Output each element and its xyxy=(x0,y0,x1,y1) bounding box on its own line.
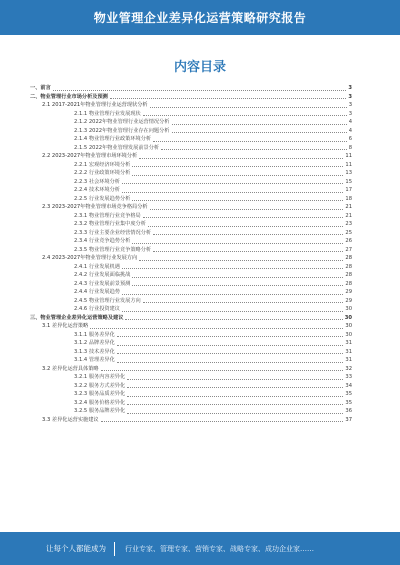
toc-leader-dots xyxy=(117,345,344,346)
toc-entry-label: 2.1.1 物业管理行业发展现状 xyxy=(74,110,141,117)
toc-entry[interactable] xyxy=(30,407,352,416)
toc-entry-page: 27 xyxy=(345,246,352,253)
toc-entry-page: 26 xyxy=(345,238,352,244)
toc-entry-page: 35 xyxy=(345,391,352,397)
toc-entry-page: 11 xyxy=(345,153,352,159)
table-of-contents xyxy=(30,84,352,424)
toc-entry-label: 2.2 2023-2027年物业管理市场环境分析 xyxy=(42,153,138,159)
toc-leader-dots xyxy=(117,336,344,337)
toc-leader-dots xyxy=(101,421,344,422)
toc-leader-dots xyxy=(101,370,344,371)
toc-leader-dots xyxy=(132,200,343,201)
toc-leader-dots xyxy=(132,243,343,244)
toc-entry-page: 31 xyxy=(345,340,352,346)
toc-entry[interactable] xyxy=(30,135,352,144)
toc-entry-page: 30 xyxy=(344,314,352,321)
toc-entry-page: 29 xyxy=(345,289,352,295)
toc-entry-label: 2.3.4 行业竞争趋势分析 xyxy=(74,238,131,244)
toc-entry-label: 2.4.4 行业发展趋势 xyxy=(74,289,120,295)
toc-leader-dots xyxy=(139,260,343,261)
toc-leader-dots xyxy=(148,226,343,227)
toc-entry-label: 2.2.4 技术环境分析 xyxy=(74,187,120,193)
toc-entry[interactable] xyxy=(30,263,352,272)
toc-entry-label: 3.2.4 服务价格差异化 xyxy=(74,399,126,406)
toc-leader-dots xyxy=(125,319,342,320)
toc-entry[interactable] xyxy=(30,220,352,229)
toc-entry-label: 3.2 差异化运营具体策略 xyxy=(42,365,99,372)
toc-entry[interactable] xyxy=(30,297,352,306)
toc-entry-label: 3.2.1 服务内容差异化 xyxy=(74,374,126,380)
toc-leader-dots xyxy=(122,192,343,193)
toc-entry-page: 3 xyxy=(348,110,352,117)
toc-leader-dots xyxy=(110,98,347,99)
toc-entry-page: 28 xyxy=(345,263,352,270)
toc-entry[interactable] xyxy=(30,280,352,289)
toc-entry[interactable] xyxy=(30,288,352,297)
toc-entry-page: 32 xyxy=(345,365,352,372)
toc-leader-dots xyxy=(117,362,344,363)
toc-entry[interactable] xyxy=(30,356,352,365)
toc-entry-label: 三、物业管理企业差异化运营策略及建议 xyxy=(30,314,124,321)
toc-entry-label: 3.2.3 服务品质差异化 xyxy=(74,391,126,397)
toc-entry[interactable] xyxy=(30,186,352,195)
toc-entry-page: 18 xyxy=(345,195,352,202)
toc-entry-label: 2.1.5 2022年物业管理发展前景分析 xyxy=(74,144,160,151)
toc-leader-dots xyxy=(117,353,344,354)
toc-leader-dots xyxy=(153,234,343,235)
toc-entry-page: 37 xyxy=(345,416,352,423)
toc-entry[interactable] xyxy=(30,212,352,221)
toc-entry[interactable] xyxy=(30,237,352,246)
toc-entry-page: 30 xyxy=(345,306,352,312)
toc-leader-dots xyxy=(122,294,343,295)
toc-entry[interactable] xyxy=(30,314,352,323)
toc-entry-page: 8 xyxy=(348,144,352,151)
toc-entry-label: 2.4.3 行业发展前景预测 xyxy=(74,280,131,287)
toc-leader-dots xyxy=(122,183,343,184)
toc-leader-dots xyxy=(127,396,343,397)
toc-entry-page: 29 xyxy=(345,297,352,304)
toc-leader-dots xyxy=(132,277,343,278)
toc-entry-page: 34 xyxy=(345,382,352,389)
toc-entry-label: 2.3.2 物业管理行业集中度分析 xyxy=(74,221,146,227)
toc-entry-label: 2.4.1 行业发展机遇 xyxy=(74,263,120,270)
toc-entry-label: 2.4.5 物业管理行业发展方向 xyxy=(74,297,141,304)
toc-leader-dots xyxy=(122,268,343,269)
toc-entry-page: 15 xyxy=(345,178,352,185)
toc-entry[interactable] xyxy=(30,365,352,374)
toc-leader-dots xyxy=(150,209,344,210)
toc-entry[interactable] xyxy=(30,322,352,331)
footer-bar xyxy=(0,532,400,565)
toc-leader-dots xyxy=(150,107,347,108)
toc-entry[interactable] xyxy=(30,110,352,119)
toc-leader-dots xyxy=(153,251,343,252)
toc-entry[interactable] xyxy=(30,169,352,178)
toc-entry-page: 31 xyxy=(345,357,352,363)
toc-leader-dots xyxy=(53,90,347,91)
toc-entry-page: 4 xyxy=(348,119,352,125)
toc-entry-page: 6 xyxy=(348,136,352,142)
toc-leader-dots xyxy=(132,175,343,176)
toc-entry[interactable] xyxy=(30,127,352,136)
toc-entry-label: 一、前言 xyxy=(30,85,51,91)
toc-entry-page: 11 xyxy=(345,161,352,168)
toc-entry-page: 21 xyxy=(345,212,352,219)
toc-entry[interactable] xyxy=(30,339,352,348)
toc-entry[interactable] xyxy=(30,331,352,340)
toc-entry-label: 2.4.2 行业发展面临挑战 xyxy=(74,272,131,278)
footer-roles: 行业专家、管理专家、营销专家、战略专家、成功企业家…… xyxy=(125,544,314,553)
footer-divider xyxy=(114,542,115,556)
toc-entry-label: 二、物业管理行业市场分析及预测 xyxy=(30,93,108,100)
toc-entry-label: 2.2.2 行业政策环境分析 xyxy=(74,170,131,176)
toc-leader-dots xyxy=(132,166,343,167)
toc-entry-label: 3.2.5 服务品牌差异化 xyxy=(74,408,126,414)
toc-entry-label: 2.1.3 2022年物业管理行业存在问题分析 xyxy=(74,127,170,134)
toc-leader-dots xyxy=(143,217,344,218)
toc-entry[interactable] xyxy=(30,178,352,187)
toc-entry[interactable] xyxy=(30,416,352,425)
toc-entry-page: 17 xyxy=(345,187,352,193)
toc-entry[interactable] xyxy=(30,373,352,382)
toc-entry-label: 2.3.5 物业管理行业竞争策略分析 xyxy=(74,246,152,253)
toc-leader-dots xyxy=(172,132,347,133)
toc-entry-page: 31 xyxy=(345,348,352,355)
toc-entry-page: 30 xyxy=(345,323,352,329)
toc-entry-page: 28 xyxy=(345,255,352,261)
toc-leader-dots xyxy=(153,141,347,142)
toc-entry-label: 2.2.1 宏观经济环境分析 xyxy=(74,161,131,168)
toc-entry-label: 2.3 2023-2027年物业管理市场竞争格局分析 xyxy=(42,204,148,210)
toc-entry-page: 3 xyxy=(348,93,352,100)
toc-entry-page: 30 xyxy=(345,331,352,338)
footer-slogan: 让每个人都能成为 xyxy=(46,544,106,553)
toc-entry-page: 28 xyxy=(345,280,352,287)
toc-entry-label: 2.1.4 物业管理行业政策环境分析 xyxy=(74,136,152,142)
toc-entry[interactable] xyxy=(30,382,352,391)
toc-entry[interactable] xyxy=(30,195,352,204)
toc-entry-page: 28 xyxy=(345,272,352,278)
toc-leader-dots xyxy=(90,328,343,329)
toc-entry-label: 2.2.5 行业发展趋势分析 xyxy=(74,195,131,202)
toc-entry-label: 3.1 差异化运营策略 xyxy=(42,323,89,329)
toc-entry[interactable] xyxy=(30,161,352,170)
toc-entry-label: 3.1.2 品牌差异化 xyxy=(74,340,115,346)
toc-entry[interactable] xyxy=(30,390,352,399)
toc-entry-page: 36 xyxy=(345,408,352,414)
toc-entry-label: 2.3.1 物业管理行业竞争格局 xyxy=(74,212,141,219)
toc-entry[interactable] xyxy=(30,144,352,153)
toc-entry-label: 3.1.3 技术差异化 xyxy=(74,348,115,355)
toc-entry-page: 3 xyxy=(348,102,352,108)
toc-leader-dots xyxy=(143,302,344,303)
toc-entry[interactable] xyxy=(30,93,352,102)
toc-heading: 内容目录 xyxy=(173,60,226,75)
toc-entry-label: 2.4 2023-2027年物业管理行业发展方向 xyxy=(42,255,138,261)
toc-entry-page: 21 xyxy=(345,204,352,210)
toc-entry[interactable] xyxy=(30,271,352,280)
toc-entry-label: 2.3.3 行业主要企业经营情况分析 xyxy=(74,229,152,236)
toc-entry[interactable] xyxy=(30,246,352,255)
toc-entry-label: 2.2.3 社会环境分析 xyxy=(74,178,120,185)
toc-leader-dots xyxy=(127,413,343,414)
toc-leader-dots xyxy=(161,149,347,150)
toc-entry[interactable] xyxy=(30,305,352,314)
report-title: 物业管理企业差异化运营策略研究报告 xyxy=(93,11,307,25)
toc-entry-page: 3 xyxy=(348,85,352,91)
toc-leader-dots xyxy=(172,124,347,125)
toc-entry[interactable] xyxy=(30,254,352,263)
toc-entry-page: 23 xyxy=(345,221,352,227)
toc-entry[interactable] xyxy=(30,101,352,110)
toc-entry[interactable] xyxy=(30,84,352,93)
toc-entry-label: 2.4.6 行业投资建议 xyxy=(74,306,120,312)
header-bar xyxy=(0,0,400,35)
toc-leader-dots xyxy=(127,379,343,380)
toc-leader-dots xyxy=(122,311,343,312)
toc-entry[interactable] xyxy=(30,152,352,161)
toc-entry-page: 35 xyxy=(345,399,352,406)
toc-leader-dots xyxy=(127,404,343,405)
toc-entry-label: 3.2.2 服务方式差异化 xyxy=(74,382,126,389)
toc-entry[interactable] xyxy=(30,203,352,212)
toc-leader-dots xyxy=(127,387,343,388)
toc-leader-dots xyxy=(143,115,347,116)
toc-entry-label: 3.1.1 服务差异化 xyxy=(74,331,115,338)
toc-leader-dots xyxy=(139,158,343,159)
toc-entry-label: 2.1.2 2022年物业管理行业运营情况分析 xyxy=(74,119,170,125)
toc-entry[interactable] xyxy=(30,229,352,238)
toc-entry-label: 2.1 2017-2021年物业管理行业运营现状分析 xyxy=(42,102,148,108)
toc-leader-dots xyxy=(132,285,343,286)
toc-entry-page: 4 xyxy=(348,127,352,134)
toc-entry[interactable] xyxy=(30,399,352,408)
toc-entry-page: 13 xyxy=(345,170,352,176)
toc-entry-page: 33 xyxy=(345,374,352,380)
toc-entry-page: 25 xyxy=(345,229,352,236)
toc-entry[interactable] xyxy=(30,348,352,357)
toc-entry[interactable] xyxy=(30,118,352,127)
toc-entry-label: 3.3 差异化运营实施建议 xyxy=(42,416,99,423)
toc-entry-label: 3.1.4 管理差异化 xyxy=(74,357,115,363)
